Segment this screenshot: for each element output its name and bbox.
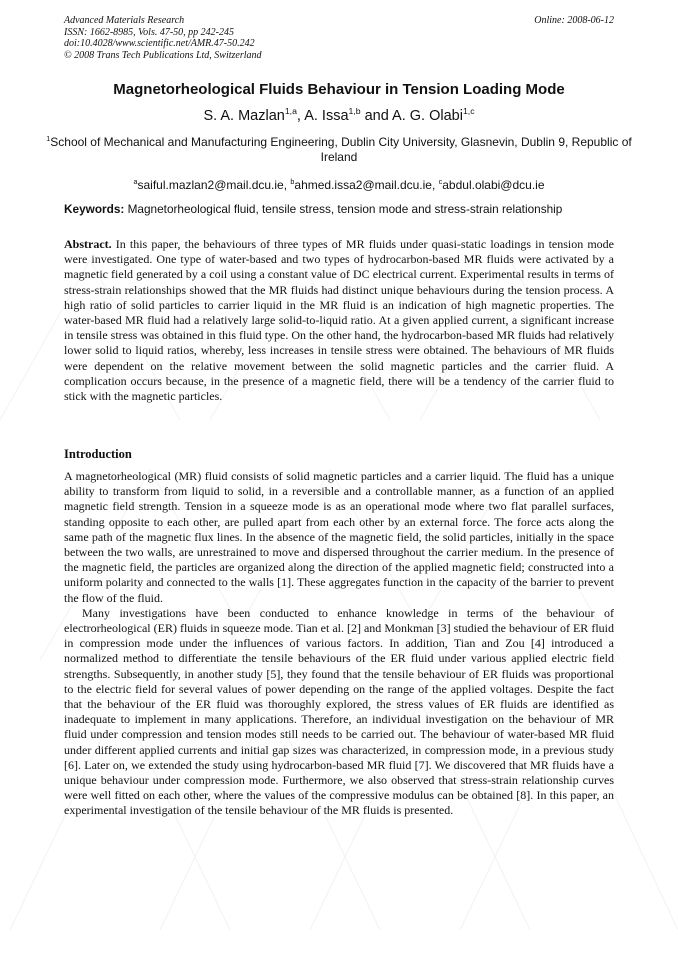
abstract-text: In this paper, the behaviours of three types of MR fluids under quasi-static loadings in tension mode were investigated. One type of water-based and two types of hydrocarbon-based MR fluids were activated by a magnetic field generated by a coil using a constant value of DC electrical current. Experimental results in terms of stress-strain relationships showed that the MR fluids had distinct unique behaviours during the tension process. A high ratio of solid particles to carrier liquid in the MR fluid is an indication of high magnetic properties. The water-based MR fluid had a relatively large solid-to-liquid ratio. At a given applied current, a significant increase in tensile stress was obtained in this fluid type. On the other hand, the hydrocarbon-based MR fluids had relatively lower solid to liquid ratios, whereby, less increases in tensile stress were obtained. The behaviours of MR fluids were dependent on the relative movement between the solid magnetic particles and the carrier fluid. A complication occurs because, in the presence of a magnetic field, there will be a tendency of the carrier fluid to stick with the magnetic particles. (64, 237, 614, 404)
author-name: A. G. Olabi (392, 107, 463, 124)
intro-paragraph-2: Many investigations have been conducted to enhance knowledge in terms of the behaviour of electrorheological (ER) fluids in squeeze mode. Tian et al. [2] and Monkman [3] studied the behaviour of ER fluid in compression mode under the influences of various factors. In addition, Tian and Zou [4] introduced a normalized method to differentiate the tensile behaviours of the ER fluid under various applied electric field strengths. Subsequently, in another study [5], they found that the tensile behaviour of ER fluids was proportional to the electric field for several values of power depending on the range of the applied voltages. Despite the fact that the behaviour of the ER fluid was thoroughly explored, the stress values of ER fluids are identified as inadequate to implement in many applications. Therefore, an individual investigation on the behaviour of MR fluid under compression and tension modes still needs to be carried out. The behaviour of water-based MR fluid under different applied currents and initial gap sizes was characterized, in compression mode, in a previous study [6]. Later on, we extended the study using hydrocarbon-based MR fluid [7]. We discovered that MR fluids have a unique behaviour under compression mode. Furthermore, we also observed that stress-strain relationship curves were well fitted on each other, where the values of the compressive modulus can be obtained [8]. In this paper, an experimental investigation of the tensile behaviour of the MR fluids is presented. (64, 605, 614, 818)
copyright-line: © 2008 Trans Tech Publications Ltd, Switzerland (64, 49, 262, 61)
author-name: S. A. Mazlan (203, 107, 285, 124)
email-address: ahmed.issa2@mail.dcu.ie (294, 177, 432, 192)
issn-line: ISSN: 1662-8985, Vols. 47-50, pp 242-245 (64, 26, 234, 38)
title-block (40, 80, 638, 193)
journal-name: Advanced Materials Research (64, 15, 185, 26)
abstract-label: Abstract. (64, 237, 112, 251)
author-list (40, 100, 638, 127)
author-sup: 1,b (348, 106, 361, 116)
email-sup: a (133, 176, 138, 186)
author-sup: 1,c (462, 106, 475, 116)
introduction-body (64, 469, 614, 819)
email-separator: , (283, 177, 291, 192)
author-sup: 1,a (284, 106, 297, 116)
doi-line: doi:10.4028/www.scientific.net/AMR.47-50.242 (64, 38, 255, 50)
paper-title: Magnetorheological Fluids Behaviour in Tension Loading Mode (113, 81, 565, 98)
email-address: abdul.olabi@dcu.ie (442, 177, 545, 192)
author-name: A. Issa (304, 107, 349, 124)
keywords-line (64, 202, 614, 216)
keywords-text: Magnetorheological fluid, tensile stress, tension mode and stress-strain relationship (124, 202, 563, 216)
affiliation-text: School of Mechanical and Manufacturing Engineering, Dublin City University, Glasnevin, Dublin 9, Republic of Ireland (50, 134, 632, 164)
affiliation (40, 131, 638, 165)
online-date: Online: 2008-06-12 (534, 15, 614, 26)
email-sup: b (290, 176, 295, 186)
author-separator: , (296, 107, 305, 124)
section-heading-introduction: Introduction (64, 447, 132, 461)
journal-header (64, 15, 614, 61)
email-address: saiful.mazlan2@mail.dcu.ie (137, 177, 284, 192)
email-sup: c (438, 176, 443, 186)
abstract-paragraph (64, 237, 614, 404)
intro-paragraph-1: A magnetorheological (MR) fluid consists of solid magnetic particles and a carrier liquid. The fluid has a unique ability to transform from liquid to solid, in a reversible and a controllable manner, as a function of an applied magnetic field strength. Tension in a squeeze mode is as an operational mode where two flat parallel surfaces, standing opposite to each other, are pulled apart from each other by an external force. The force acts along the same path of the magnetic flux lines. In the absence of the magnetic field, the solid particles, initially in the space between the two walls, are unrestrained to move and dispersed throughout the carrier medium. In the presence of the magnetic field, the particles are organized along the direction of the applied magnetic field; constructed into a uniform polarity and connected to the walls [1]. These aggregates function in the capacity of the barrier to prevent the flow of the fluid. (64, 469, 614, 605)
email-list (40, 174, 638, 193)
email-separator: , (431, 177, 439, 192)
affiliation-sup: 1 (46, 133, 51, 143)
keywords-label: Keywords: (64, 202, 125, 216)
author-separator: and (360, 107, 393, 124)
